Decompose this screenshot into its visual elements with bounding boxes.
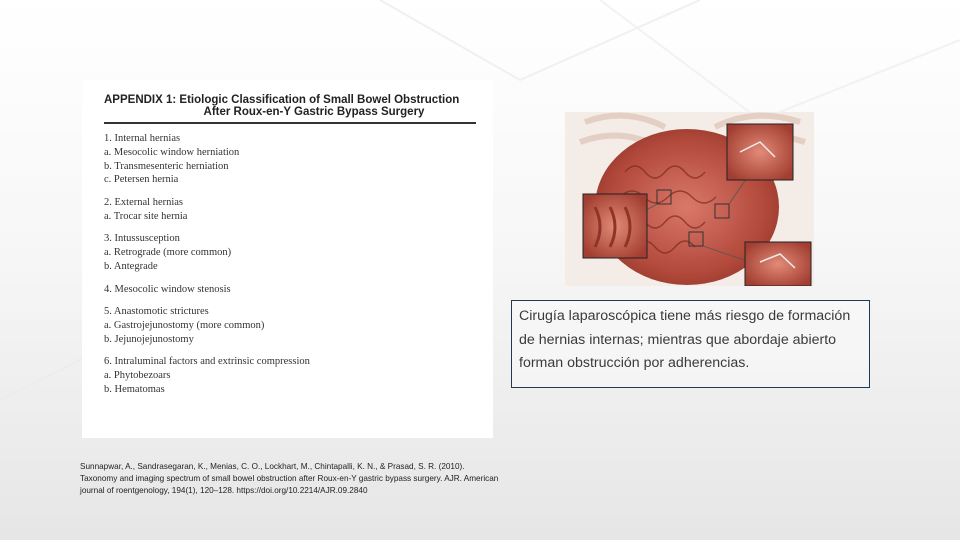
- appendix-title: [104, 94, 484, 118]
- appendix-subitem: a. Retrograde (more common): [104, 247, 232, 259]
- citation-line-3: journal of roentgenology, 194(1), 120–128. https://doi.org/10.2214/AJR.09.2840: [80, 486, 368, 496]
- appendix-table-image: [82, 80, 493, 438]
- title-divider: [104, 122, 476, 124]
- appendix-group-label: 5. Anastomotic strictures: [104, 306, 209, 318]
- citation-line-2: Taxonomy and imaging spectrum of small bowel obstruction after Roux-en-Y gastric bypass surgery. AJR. American: [80, 474, 499, 484]
- appendix-group: [104, 355, 484, 396]
- appendix-group: [104, 132, 484, 187]
- appendix-group-label: 6. Intraluminal factors and extrinsic compression: [104, 356, 310, 368]
- appendix-subitem: b. Transmesenteric herniation: [104, 160, 229, 172]
- citation-line-1: Sunnapwar, A., Sandrasegaran, K., Menias, C. O., Lockhart, M., Chintapalli, K. N., & Prasad, S. R. (2010).: [80, 462, 465, 471]
- anatomy-drawing: [565, 112, 814, 286]
- appendix-subitem: b. Antegrade: [104, 260, 158, 272]
- appendix-group-label: 1. Internal hernias: [104, 133, 181, 144]
- appendix-subitem: b. Jejunojejunostomy: [104, 333, 194, 345]
- appendix-title-line1: APPENDIX 1: Etiologic Classification of Small Bowel Obstruction: [104, 94, 460, 106]
- appendix-subitem: a. Trocar site hernia: [104, 210, 188, 222]
- appendix-subitem: a. Mesocolic window herniation: [104, 146, 240, 158]
- appendix-list: [104, 132, 484, 406]
- appendix-subitem: b. Hematomas: [104, 383, 165, 395]
- appendix-group-label: 2. External hernias: [104, 196, 184, 208]
- appendix-group: [104, 283, 484, 297]
- appendix-subitem: c. Petersen hernia: [104, 174, 179, 186]
- appendix-group-label: 4. Mesocolic window stenosis: [104, 283, 231, 295]
- appendix-group: [104, 196, 484, 224]
- appendix-subitem: a. Phytobezoars: [104, 370, 171, 382]
- anatomy-illustration: [565, 112, 814, 286]
- appendix-group: [104, 232, 484, 273]
- appendix-group: [104, 305, 484, 346]
- appendix-group-label: 3. Intussusception: [104, 233, 180, 245]
- appendix-title-line2: After Roux-en-Y Gastric Bypass Surgery: [203, 106, 425, 118]
- citation: [80, 461, 620, 498]
- appendix-subitem: a. Gastrojejunostomy (more common): [104, 319, 265, 331]
- caption-text: Cirugía laparoscópica tiene más riesgo de formación de hernias internas; mientras que abordaje abierto forman obstrucción por adherencias.: [519, 308, 851, 371]
